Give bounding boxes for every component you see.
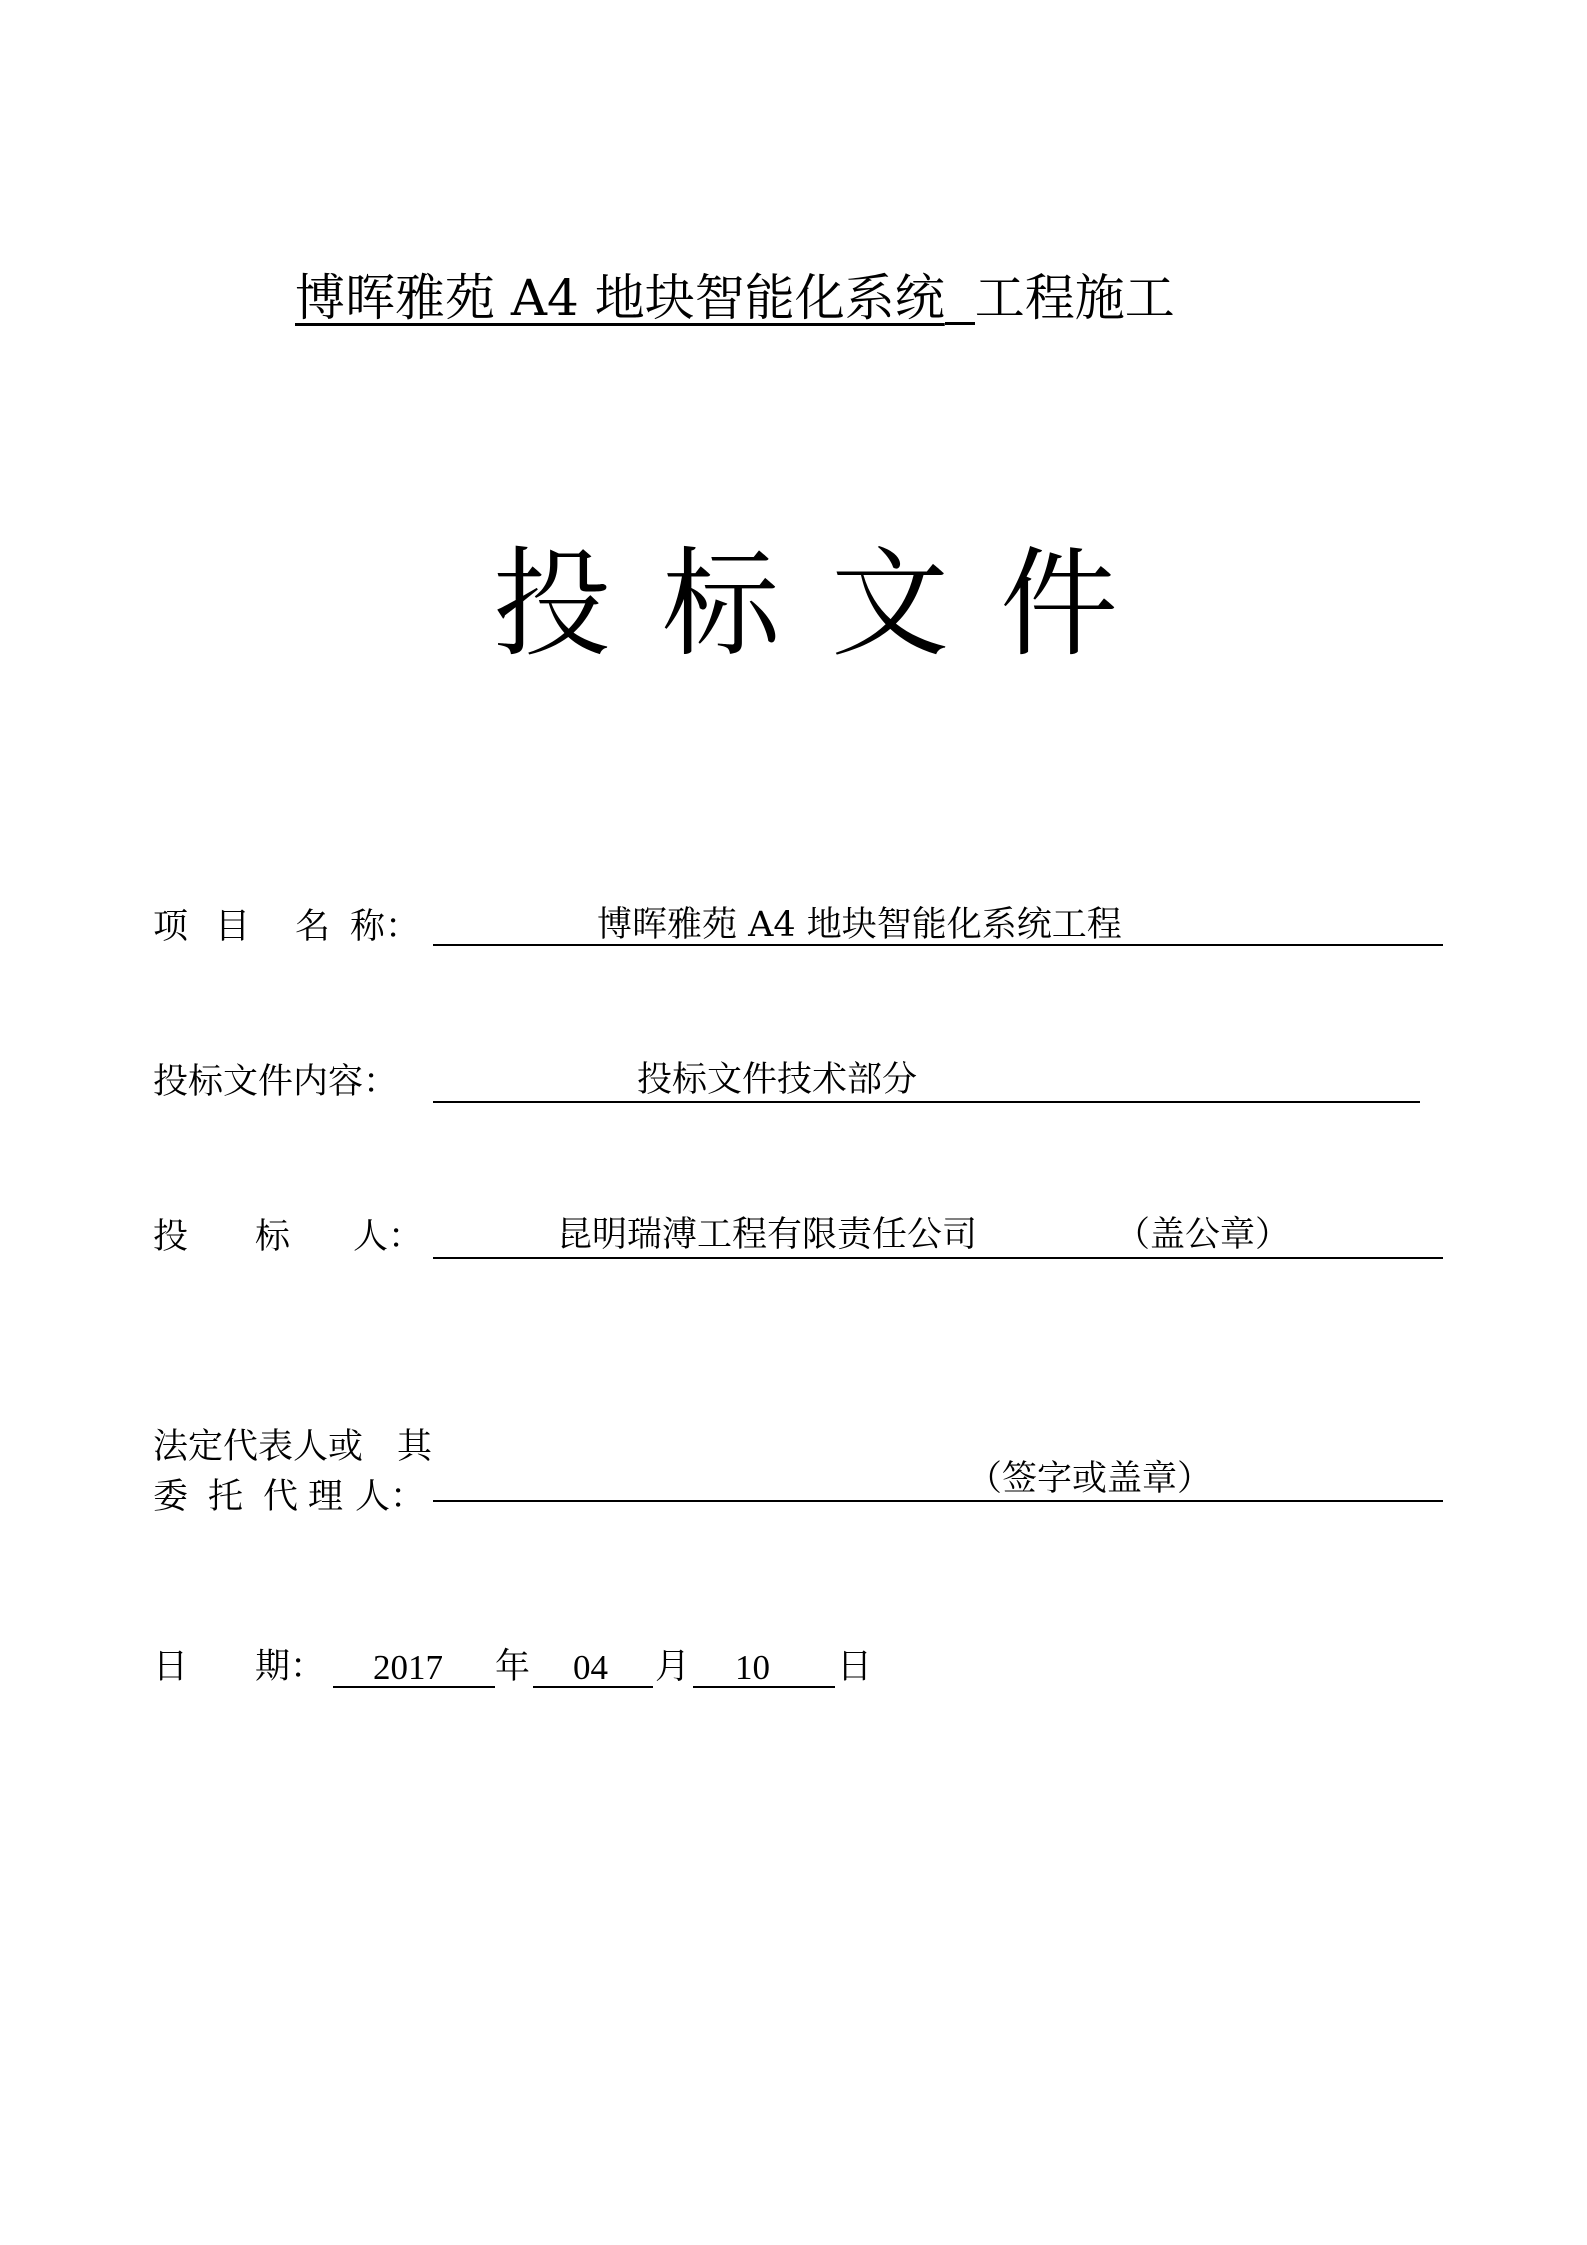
rep-label-l1-6: 或 bbox=[328, 1427, 364, 1467]
date-month-underline bbox=[533, 1686, 653, 1688]
heading-char-3: 文 bbox=[831, 535, 950, 673]
bidder-seal-note: （盖公章） bbox=[1115, 1215, 1291, 1255]
document-title bbox=[295, 269, 1175, 327]
date-month: 04 bbox=[573, 1648, 608, 1687]
title-underline-gap bbox=[945, 321, 975, 325]
bid-content-label: 投标文件内容： bbox=[153, 1062, 399, 1102]
heading-char-4: 件 bbox=[1000, 535, 1119, 673]
rep-label-l1-2: 定 bbox=[188, 1427, 224, 1467]
title-suffix: 工程施工 bbox=[974, 269, 1175, 327]
project-name-label-3: 名 bbox=[295, 907, 331, 947]
rep-label-l1-7: 其 bbox=[397, 1427, 433, 1467]
title-project: 博晖雅苑 A4 地块智能化系统 bbox=[295, 269, 945, 327]
bid-content-value: 投标文件技术部分 bbox=[637, 1060, 918, 1100]
bidder-label-3: 人： bbox=[353, 1217, 424, 1257]
project-name-value: 博晖雅苑 A4 地块智能化系统工程 bbox=[597, 905, 1122, 945]
date-label-1: 日 bbox=[153, 1647, 189, 1687]
rep-label-l1-3: 代 bbox=[223, 1427, 259, 1467]
rep-label-l2-3: 代 bbox=[263, 1477, 299, 1517]
date-month-unit: 月 bbox=[655, 1647, 691, 1687]
bidder-label-2: 标 bbox=[255, 1217, 291, 1257]
rep-underline bbox=[433, 1500, 1443, 1502]
bidder-label-1: 投 bbox=[153, 1217, 189, 1257]
project-name-label-4: 称： bbox=[350, 907, 421, 947]
rep-label-l2-4: 理 bbox=[308, 1477, 344, 1517]
rep-label-l2-1: 委 bbox=[153, 1477, 189, 1517]
date-year-underline bbox=[333, 1686, 495, 1688]
heading-char-2: 标 bbox=[662, 535, 781, 673]
rep-signature-note: （签字或盖章） bbox=[967, 1459, 1213, 1499]
date-label-2: 期： bbox=[255, 1647, 326, 1687]
bid-content-underline bbox=[433, 1101, 1420, 1103]
date-day-underline bbox=[693, 1686, 835, 1688]
rep-label-l1-4: 表 bbox=[258, 1427, 294, 1467]
rep-label-l2-5: 人： bbox=[355, 1477, 426, 1517]
project-name-label-1: 项 bbox=[153, 907, 189, 947]
rep-label-l2-2: 托 bbox=[208, 1477, 244, 1517]
date-year-unit: 年 bbox=[495, 1647, 531, 1687]
bidder-value: 昆明瑞溥工程有限责任公司 bbox=[557, 1215, 978, 1255]
rep-label-l1-1: 法 bbox=[153, 1427, 189, 1467]
rep-label-l1-5: 人 bbox=[293, 1427, 329, 1467]
project-name-underline bbox=[433, 944, 1443, 946]
project-name-label-2: 目 bbox=[215, 907, 251, 947]
date-day: 10 bbox=[735, 1648, 770, 1687]
bidder-underline bbox=[433, 1257, 1443, 1259]
date-year: 2017 bbox=[373, 1648, 443, 1687]
heading-char-1: 投 bbox=[493, 535, 612, 673]
date-day-unit: 日 bbox=[837, 1647, 873, 1687]
